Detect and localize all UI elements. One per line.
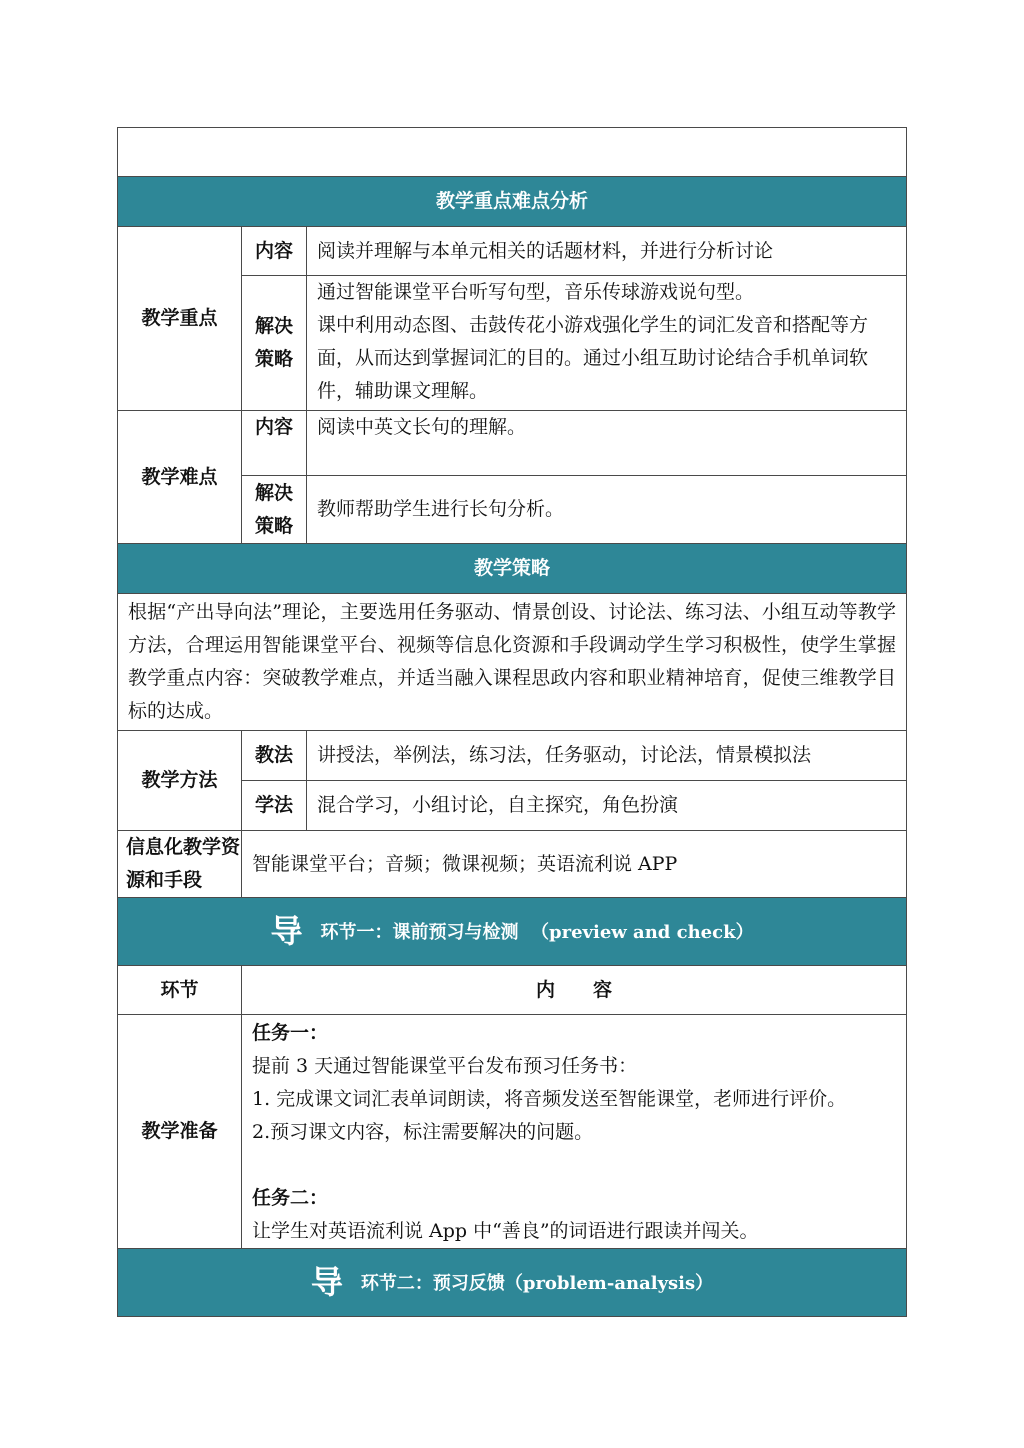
task1-intro: 提前 3 天通过智能课堂平台发布预习任务书：	[252, 1055, 638, 1077]
stage-two-title: 环节二：预习反馈	[360, 1272, 505, 1294]
teach-method: 讲授法，举例法，练习法，任务驱动，讨论法，情景模拟法	[307, 731, 907, 781]
stage-one-header	[118, 898, 907, 966]
task1-item2: 2.预习课文内容，标注需要解决的问题。	[252, 1121, 594, 1143]
difficulty-content-label: 内容	[242, 411, 307, 476]
stage-two-english: （problem-analysis）	[504, 1272, 714, 1294]
stage-one-title: 环节一：课前预习与检测	[320, 921, 519, 943]
dao-icon: 导	[310, 1262, 343, 1301]
focus-content: 阅读并理解与本单元相关的话题材料，并进行分析讨论	[307, 227, 907, 276]
task1-item1: 1. 完成课文词汇表单词朗读，将音频发送至智能课堂，老师进行评价。	[252, 1088, 847, 1110]
stage-two-header	[118, 1249, 907, 1317]
difficulty-strategy-label: 解决 策略	[242, 476, 307, 544]
difficulty-content: 阅读中英文长句的理解。	[307, 411, 907, 476]
col-content-header: 内 容	[242, 966, 907, 1015]
lesson-plan-table	[117, 127, 907, 1317]
teach-method-label: 教法	[242, 731, 307, 781]
resources-label: 信息化教学资源和手段	[118, 831, 242, 898]
prep-content	[242, 1015, 907, 1249]
learn-method-label: 学法	[242, 781, 307, 831]
focus-content-label: 内容	[242, 227, 307, 276]
strategy-paragraph: 根据“产出导向法”理论，主要选用任务驱动、情景创设、讨论法、练习法、小组互动等教学方法，合理运用智能课堂平台、视频等信息化资源和手段调动学生学习积极性，使学生掌握教学重点内容：突破教学难点，并适当融入课程思政内容和职业精神培育，促使三维教学目标的达成。	[118, 594, 907, 731]
stage-one-english: （preview and check）	[531, 921, 754, 943]
spacer	[252, 1149, 898, 1182]
task1-title: 任务一：	[252, 1022, 329, 1044]
section-header-strategy: 教学策略	[118, 544, 907, 594]
focus-strategy-label: 解决 策略	[242, 276, 307, 411]
resources-content: 智能课堂平台；音频；微课视频；英语流利说 APP	[242, 831, 907, 898]
focus-strategy-line-1: 通过智能课堂平台听写句型，音乐传球游戏说句型。	[317, 281, 755, 303]
task2-text: 让学生对英语流利说 App 中“善良”的词语进行跟读并闯关。	[252, 1220, 759, 1242]
focus-strategy-line-2: 课中利用动态图、击鼓传花小游戏强化学生的词汇发音和搭配等方面，从而达到掌握词汇的目的。通过小组互助讨论结合手机单词软件，辅助课文理解。	[317, 314, 869, 402]
focus-strategy	[307, 276, 907, 411]
col-stage-header: 环节	[118, 966, 242, 1015]
section-header-key-points: 教学重点难点分析	[118, 177, 907, 227]
dao-icon: 导	[270, 911, 303, 950]
focus-label: 教学重点	[118, 227, 242, 411]
blank-row	[118, 128, 907, 177]
difficulty-label: 教学难点	[118, 411, 242, 544]
prep-label: 教学准备	[118, 1015, 242, 1249]
methods-label: 教学方法	[118, 731, 242, 831]
difficulty-strategy: 教师帮助学生进行长句分析。	[307, 476, 907, 544]
task2-title: 任务二：	[252, 1187, 329, 1209]
learn-method: 混合学习，小组讨论，自主探究，角色扮演	[307, 781, 907, 831]
